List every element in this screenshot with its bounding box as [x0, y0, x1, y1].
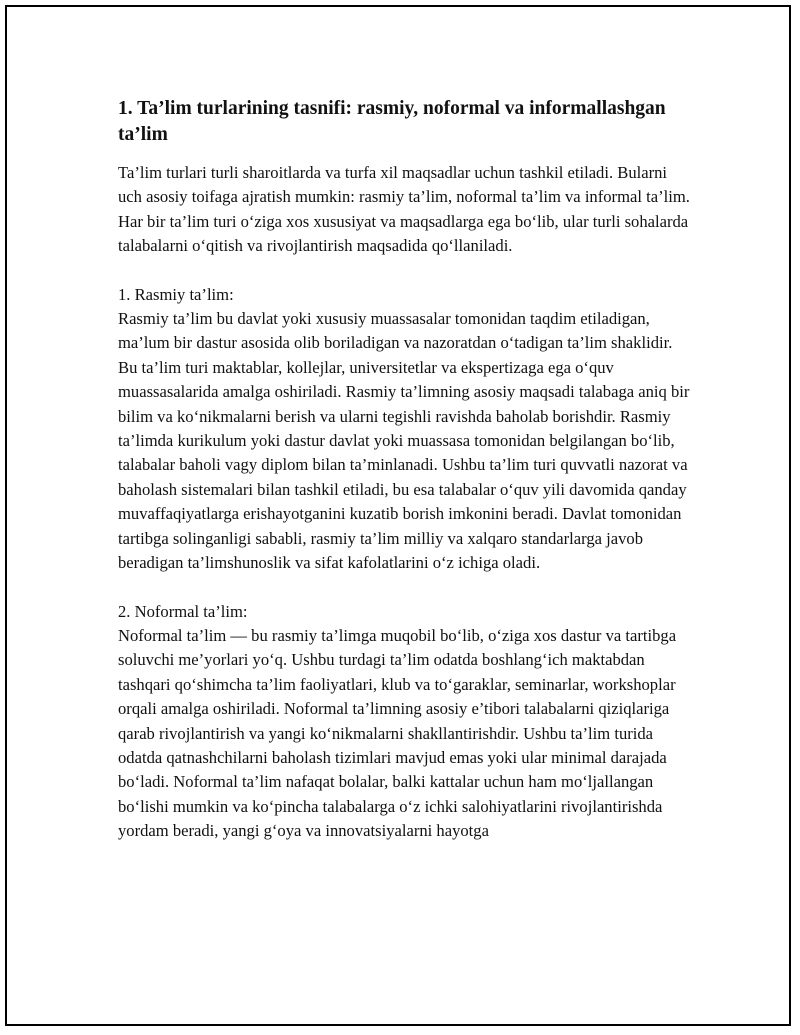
section-2-title: 2. Noformal ta’lim:	[118, 601, 248, 621]
section-2-body: Noformal ta’lim — bu rasmiy ta’limga muqobil bo‘lib, o‘ziga xos dastur va tartibga soluvchi me’yorlari yo‘q. Ushbu turdagi ta’lim odatda boshlang‘ich maktabdan tashqari qo‘shimcha ta’lim faoliyatlari, klub va to‘garaklar, seminarlar, workshoplar orqali amalga oshiriladi. Noformal ta’limning asosiy e’tibori talabalarni qiziqlariga qarab rivojlantirish va yangi ko‘nikmalarni shakllantirishdir. Ushbu ta’lim turida odatda qatnashchilarni baholash tizimlari mavjud emas yoki ular minimal darajada bo‘ladi. Noformal ta’lim nafaqat bolalar, balki kattalar uchun ham mo‘ljallangan bo‘lishi mumkin va ko‘pincha talabalarga o‘z ichki salohiyatlarini rivojlantirishda yordam beradi, yangi g‘oya va innovatsiyalarni hayotga	[118, 625, 677, 841]
intro-paragraph: Ta’lim turlari turli sharoitlarda va turfa xil maqsadlar uchun tashkil etiladi. Bularni uch asosiy toifaga ajratish mumkin: rasmiy ta’lim, noformal ta’lim va informal ta’lim. Har bir ta’lim turi o‘ziga xos xususiyat va maqsadlarga ega bo‘lib, ular turli sohalarda talabalarni o‘qitish va rivojlantirish maqsadida qo‘llaniladi.	[118, 163, 690, 256]
section-1-body: Rasmiy ta’lim bu davlat yoki xususiy muassasalar tomonidan taqdim etiladigan, ma’lum bir dastur asosida olib boriladigan va nazoratdan o‘tadigan ta’lim shaklidir. Bu ta’lim turi maktablar, kollejlar, universitetlar va ekspertizaga ega o‘quv muassasalarida amalga oshiriladi. Rasmiy ta’limning asosiy maqsadi talabaga aniq bir bilim va ko‘nikmalarni berish va ularni tegishli ravishda baholab borishdir. Rasmiy ta’limda kurikulum yoki dastur davlat yoki muassasa tomonidan belgilangan bo‘lib, talabalar baholi vagy diplom bilan ta’minlanadi. Ushbu ta’lim turi quvvatli nazorat va baholash sistemalari bilan tashkil etiladi, bu esa talabalar o‘quv yili davomida qanday muvaffaqiyatlarga erishayotganini kuzatib borish imkonini beradi. Davlat tomonidan tartibga solinganligi sababli, rasmiy ta’lim milliy va xalqaro standarlarga javob beradigan ta’limshunoslik va sifat kafolatlarini o‘z ichiga oladi.	[118, 309, 690, 573]
document-body	[118, 96, 693, 844]
paragraph-gap	[118, 259, 693, 283]
document-heading: 1. Ta’lim turlarining tasnifi: rasmiy, noformal va informallashgan ta’lim	[118, 98, 666, 145]
paragraph-gap	[118, 576, 693, 600]
section-1-title: 1. Rasmiy ta’lim:	[118, 284, 234, 304]
